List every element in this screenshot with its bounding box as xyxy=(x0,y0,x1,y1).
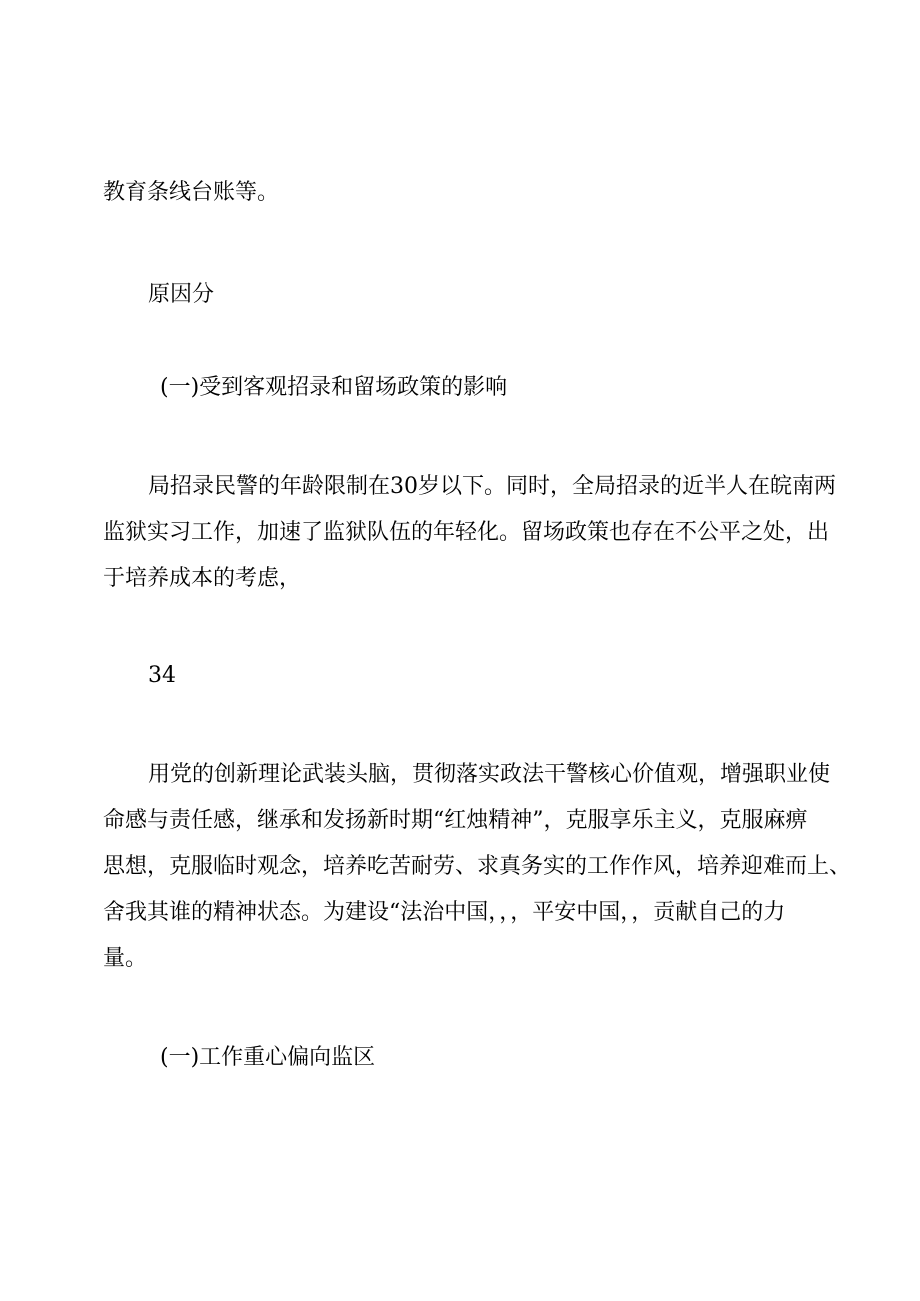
paragraph-line: 思想，克服临时观念，培养吃苦耐劳、求真务实的工作作风，培养迎难而上、 xyxy=(103,854,852,879)
paragraph-line: 局招录民警的年龄限制在30岁以下。同时，全局招录的近半人在皖南两 xyxy=(148,474,836,499)
paragraph-line: 用党的创新理论武装头脑，贯彻落实政法干警核心价值观，增强职业使 xyxy=(148,762,831,787)
paragraph-line: 量。 xyxy=(103,946,148,971)
paragraph-line: 舍我其谁的精神状态。为建设“法治中国，，，平安中国，，贡献自己的力 xyxy=(103,900,786,925)
section-heading: 原因分 xyxy=(148,282,215,307)
text-line: 教育条线台账等。 xyxy=(103,180,280,205)
page-number: 34 xyxy=(148,663,176,688)
paragraph-2 xyxy=(103,752,852,982)
paragraph-line: 监狱实习工作，加速了监狱队伍的年轻化。留场政策也存在不公平之处，出 xyxy=(103,520,830,545)
paragraph-line: 于培养成本的考虑， xyxy=(103,566,302,591)
paragraph-1 xyxy=(103,464,836,602)
paragraph-line: 命感与责任感，继承和发扬新时期“红烛精神”，克服享乐主义，克服麻痹 xyxy=(103,808,808,833)
subsection-heading: (一)受到客观招录和留场政策的影响 xyxy=(160,375,508,400)
subsection-heading: (一)工作重心偏向监区 xyxy=(160,1045,376,1070)
